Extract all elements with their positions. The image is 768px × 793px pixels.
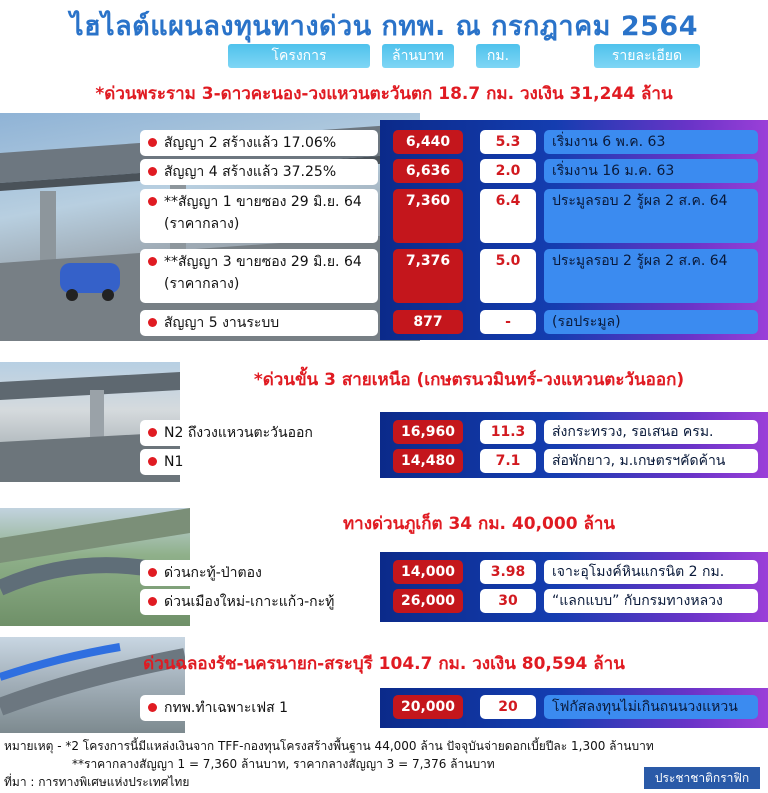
km-cell: 20 <box>480 695 536 719</box>
detail-cell: ส่อพักยาว, ม.เกษตรฯคัดค้าน <box>544 449 758 473</box>
header-project: โครงการ <box>228 44 370 68</box>
bullet-icon <box>148 703 157 712</box>
detail-cell: โฟกัสลงทุนไม่เกินถนนวงแหวน <box>544 695 758 719</box>
amount-cell: 14,480 <box>393 449 463 473</box>
header-detail: รายละเอียด <box>594 44 700 68</box>
project-label: ด่วนเมืองใหม่-เกาะแก้ว-กะทู้ <box>164 594 335 610</box>
km-cell: 2.0 <box>480 159 536 183</box>
bullet-icon <box>148 257 157 266</box>
project-note: (ราคากลาง) <box>164 276 240 292</box>
list-item <box>140 310 378 336</box>
list-item <box>140 420 378 446</box>
amount-cell: 14,000 <box>393 560 463 584</box>
project-note: (ราคากลาง) <box>164 216 240 232</box>
project-label: **สัญญา 1 ขายซอง 29 มิ.ย. 64 <box>164 194 362 210</box>
project-label: N1 <box>164 454 184 470</box>
bullet-icon <box>148 597 157 606</box>
km-cell: 11.3 <box>480 420 536 444</box>
km-cell: 7.1 <box>480 449 536 473</box>
amount-cell: 26,000 <box>393 589 463 613</box>
footnote-2: **ราคากลางสัญญา 1 = 7,360 ล้านบาท, ราคากลางสัญญา 3 = 7,376 ล้านบาท <box>72 757 495 771</box>
detail-cell: ส่งกระทรวง, รอเสนอ ครม. <box>544 420 758 444</box>
bullet-icon <box>148 138 157 147</box>
section-title-north: *ด่วนขั้น 3 สายเหนือ (เกษตรนวมินทร์-วงแหวนตะวันออก) <box>253 370 685 390</box>
km-cell: 3.98 <box>480 560 536 584</box>
list-item <box>140 589 378 615</box>
detail-cell: เจาะอุโมงค์หินแกรนิต 2 กม. <box>544 560 758 584</box>
project-label: สัญญา 5 งานระบบ <box>164 315 280 331</box>
amount-cell: 16,960 <box>393 420 463 444</box>
bullet-icon <box>148 318 157 327</box>
km-cell: 30 <box>480 589 536 613</box>
km-cell: - <box>480 310 536 334</box>
detail-cell: (รอประมูล) <box>544 310 758 334</box>
km-cell: 5.3 <box>480 130 536 154</box>
detail-cell: ประมูลรอบ 2 รู้ผล 2 ส.ค. 64 <box>544 189 758 243</box>
source-badge: ประชาชาติกราฟิก <box>644 767 760 789</box>
section-title-chalong-rat: ด่วนฉลองรัช-นครนายก-สระบุรี 104.7 กม. วงเงิน 80,594 ล้าน <box>143 654 625 674</box>
project-label: N2 ถึงวงแหวนตะวันออก <box>164 425 313 441</box>
km-cell: 6.4 <box>480 189 536 243</box>
amount-cell: 7,360 <box>393 189 463 243</box>
project-label: สัญญา 4 สร้างแล้ว 37.25% <box>164 164 337 180</box>
amount-cell: 877 <box>393 310 463 334</box>
bullet-icon <box>148 457 157 466</box>
bullet-icon <box>148 428 157 437</box>
project-label: **สัญญา 3 ขายซอง 29 มิ.ย. 64 <box>164 254 362 270</box>
header-km: กม. <box>476 44 520 68</box>
detail-cell: “แลกแบบ” กับกรมทางหลวง <box>544 589 758 613</box>
source-note: ที่มา : การทางพิเศษแห่งประเทศไทย <box>4 775 190 789</box>
bullet-icon <box>148 568 157 577</box>
detail-cell: เริ่มงาน 16 ม.ค. 63 <box>544 159 758 183</box>
section-title-rama3: *ด่วนพระราม 3-ดาวคะนอง-วงแหวนตะวันตก 18.7 กม. วงเงิน 31,244 ล้าน <box>95 84 673 104</box>
amount-cell: 20,000 <box>393 695 463 719</box>
km-cell: 5.0 <box>480 249 536 303</box>
amount-cell: 7,376 <box>393 249 463 303</box>
footnote-1: หมายเหตุ - *2 โครงการนี้มีแหล่งเงินจาก TFF-กองทุนโครงสร้างพื้นฐาน 44,000 ล้าน ปัจจุบันจ่ายดอกเบี้ยปีละ 1,300 ล้านบาท <box>4 739 654 753</box>
list-item <box>140 249 378 303</box>
amount-cell: 6,636 <box>393 159 463 183</box>
header-amount: ล้านบาท <box>382 44 454 68</box>
project-label: ด่วนกะทู้-ป่าตอง <box>164 565 262 581</box>
page-title: ไฮไลต์แผนลงทุนทางด่วน กทพ. ณ กรกฎาคม 2564 <box>69 11 699 42</box>
list-item <box>140 449 378 475</box>
detail-cell: ประมูลรอบ 2 รู้ผล 2 ส.ค. 64 <box>544 249 758 303</box>
list-item <box>140 560 378 586</box>
amount-cell: 6,440 <box>393 130 463 154</box>
project-label: สัญญา 2 สร้างแล้ว 17.06% <box>164 135 337 151</box>
project-label: กทพ.ทำเฉพาะเฟส 1 <box>164 700 289 716</box>
bullet-icon <box>148 197 157 206</box>
list-item <box>140 130 378 156</box>
detail-cell: เริ่มงาน 6 พ.ค. 63 <box>544 130 758 154</box>
list-item <box>140 189 378 243</box>
section-title-phuket: ทางด่วนภูเก็ต 34 กม. 40,000 ล้าน <box>342 514 616 534</box>
bullet-icon <box>148 167 157 176</box>
list-item <box>140 695 378 721</box>
list-item <box>140 159 378 185</box>
